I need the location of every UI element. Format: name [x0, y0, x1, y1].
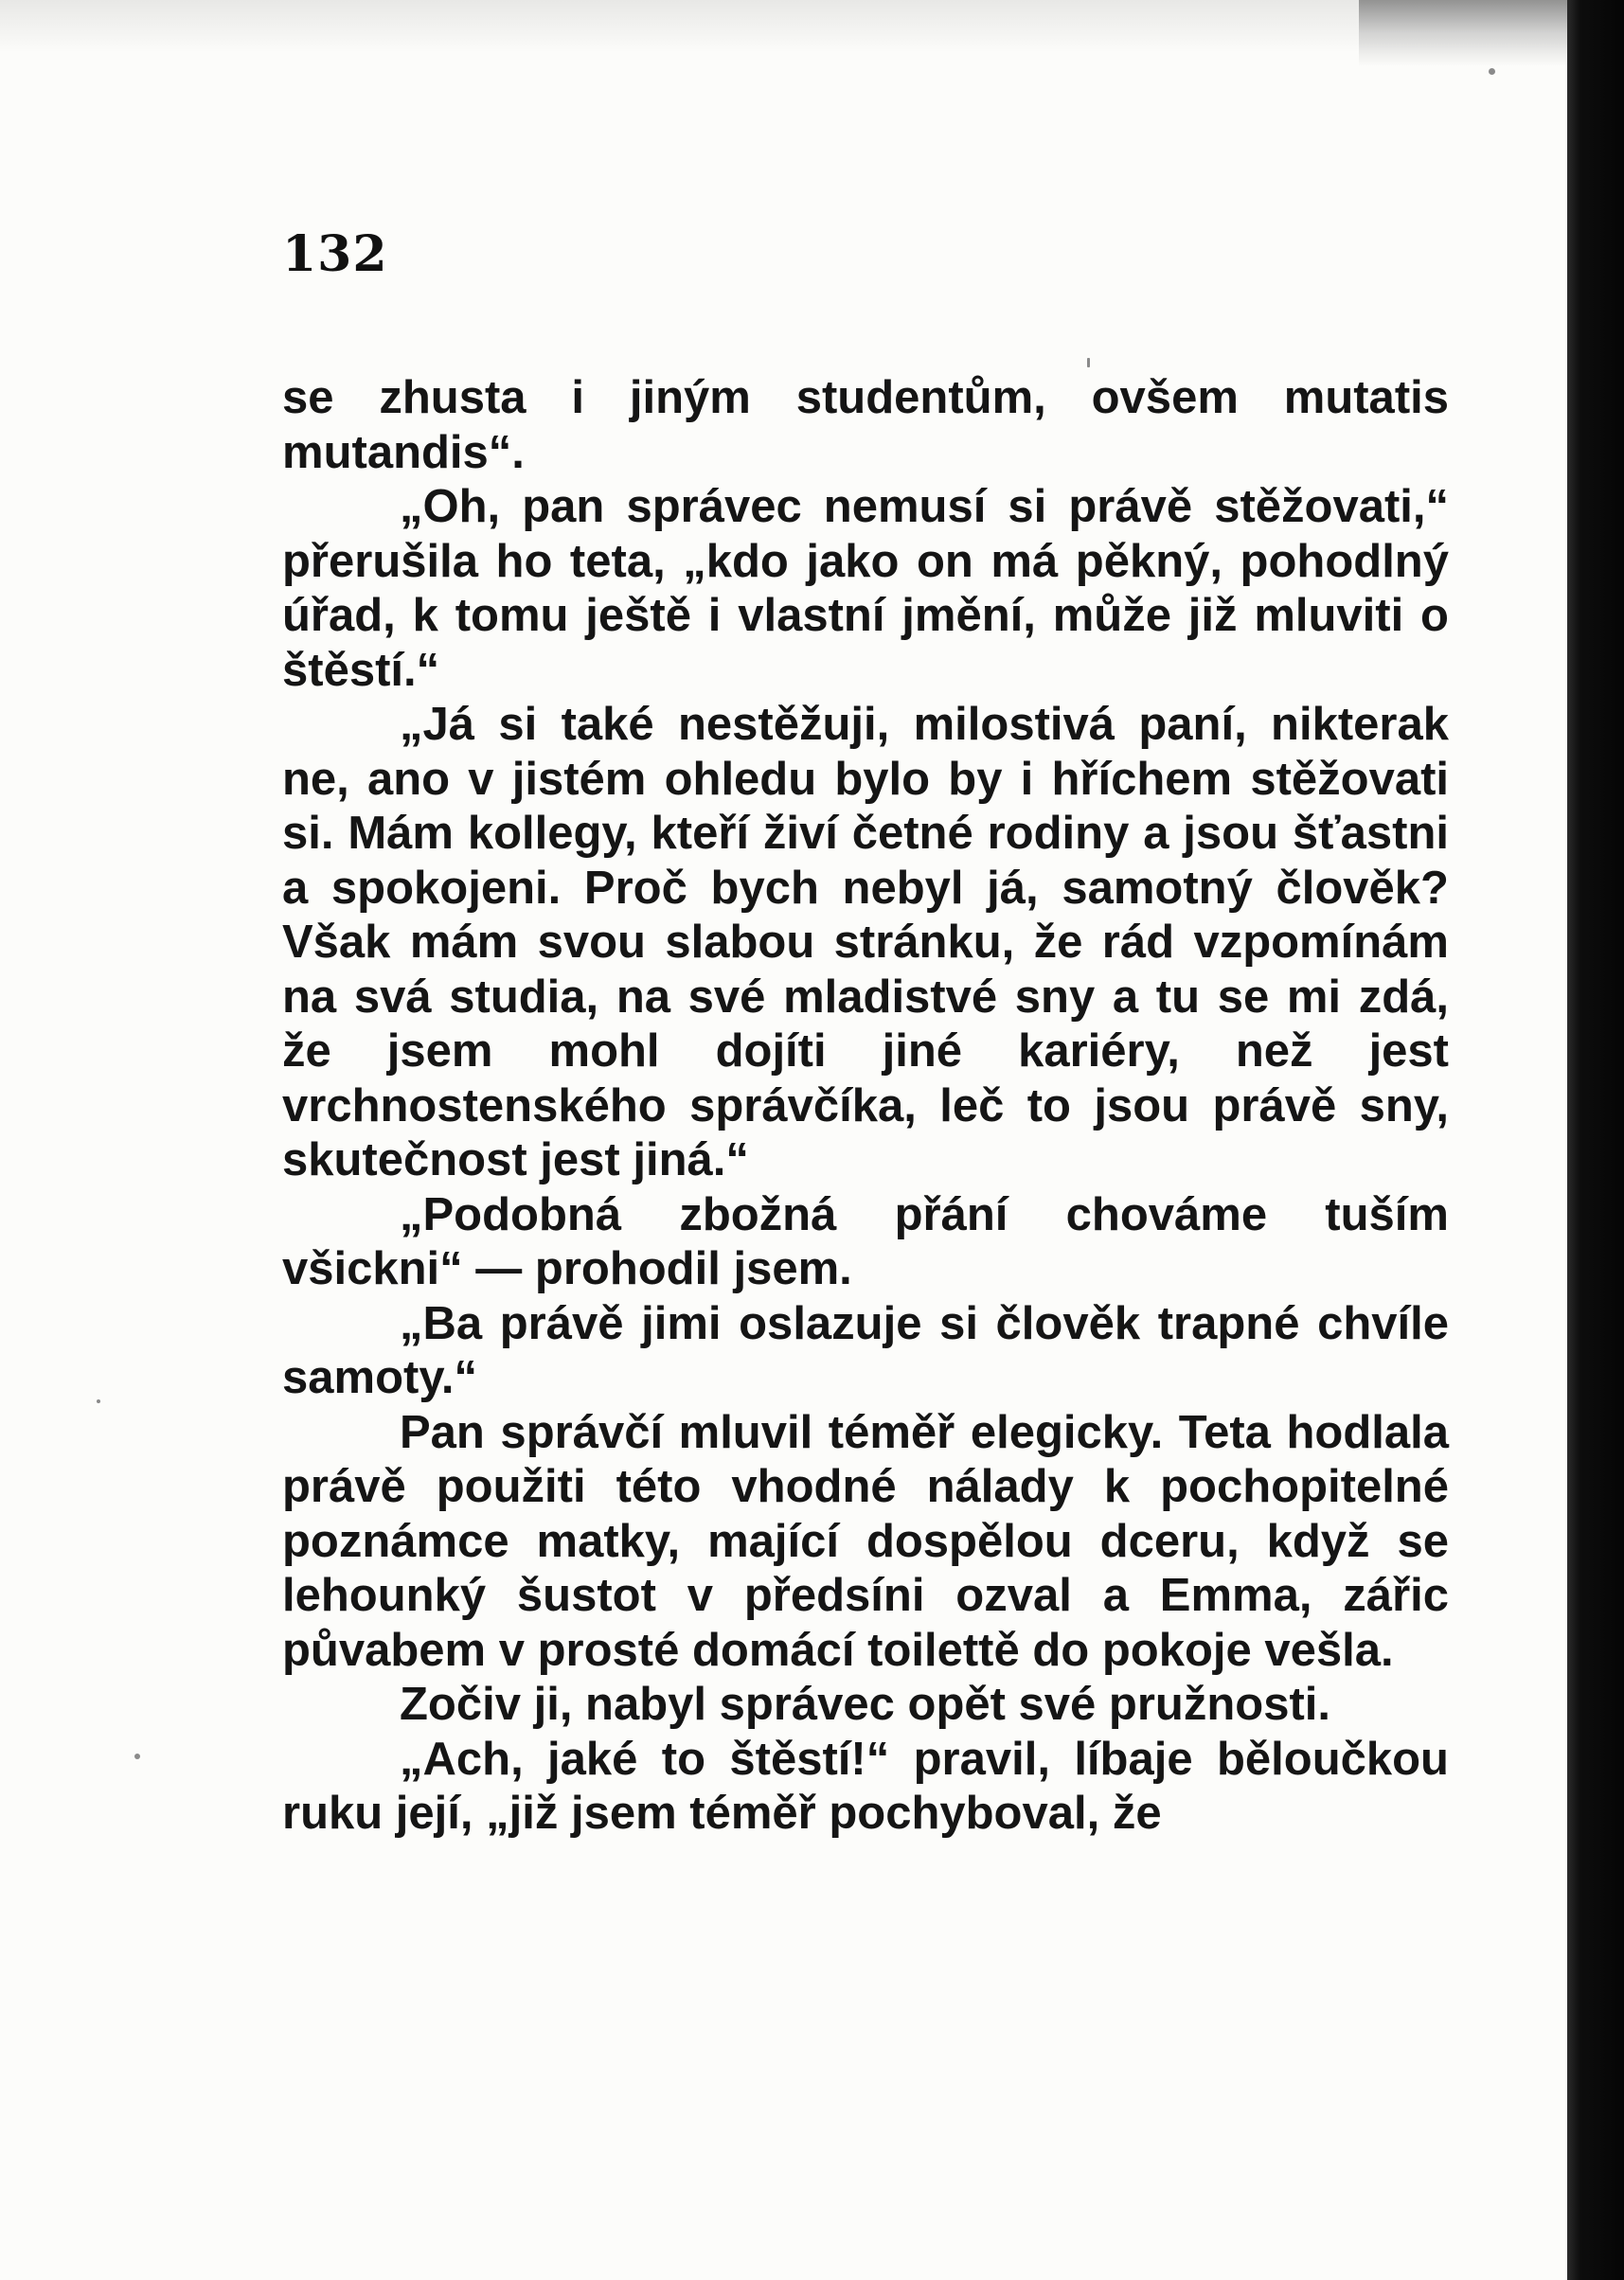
- paragraph: „Oh, pan správec nemusí si právě stěžovati,“ přerušila ho teta, „kdo jako on má pěkný, pohodlný úřad, k tomu ještě i vlastní jmění, může již mluviti o štěstí.“: [282, 481, 1449, 696]
- scan-speck: [1087, 358, 1090, 367]
- page-number: 132: [282, 225, 388, 283]
- body-text: [282, 371, 1449, 1842]
- paragraph: „Ach, jaké to štěstí!“ pravil, líbaje běloučkou ruku její, „již jsem téměř pochyboval, že: [282, 1733, 1449, 1839]
- scan-right-border: [1567, 0, 1624, 2280]
- paragraph: „Já si také nestěžuji, milostivá paní, nikterak ne, ano v jistém ohledu bylo by i hříchem stěžovati si. Mám kollegy, kteří živí četné rodiny a jsou šťastni a spokojeni. Proč bych nebyl já, samotný člověk? Však mám svou slabou stránku, že rád vzpomínám na svá studia, na své mladistvé sny a tu se mi zdá, že jsem mohl dojíti jiné kariéry, než jest vrchnostenského správčíka, leč to jsou právě sny, skutečnost jest jiná.“: [282, 699, 1449, 1185]
- paragraph: „Ba právě jimi oslazuje si člověk trapné chvíle samoty.“: [282, 1297, 1449, 1403]
- scan-speck: [97, 1399, 100, 1403]
- paragraph: „Podobná zbožná přání chováme tuším všickni“ — prohodil jsem.: [282, 1188, 1449, 1294]
- paragraph: se zhusta i jiným studentům, ovšem mutatis mutandis“.: [282, 372, 1449, 478]
- paragraph: Pan správčí mluvil téměř elegicky. Teta hodlala právě použiti této vhodné nálady k pochopitelné poznámce matky, mající dospělou dceru, když se lehounký šustot v předsíni ozval a Emma, zářic půvabem v prosté domácí toilettě do pokoje vešla.: [282, 1406, 1449, 1676]
- scan-speck: [1489, 68, 1495, 75]
- paragraph: Zočiv ji, nabyl správec opět své pružnosti.: [400, 1679, 1331, 1730]
- scan-corner-shadow: [1359, 0, 1567, 66]
- scan-speck: [134, 1754, 140, 1759]
